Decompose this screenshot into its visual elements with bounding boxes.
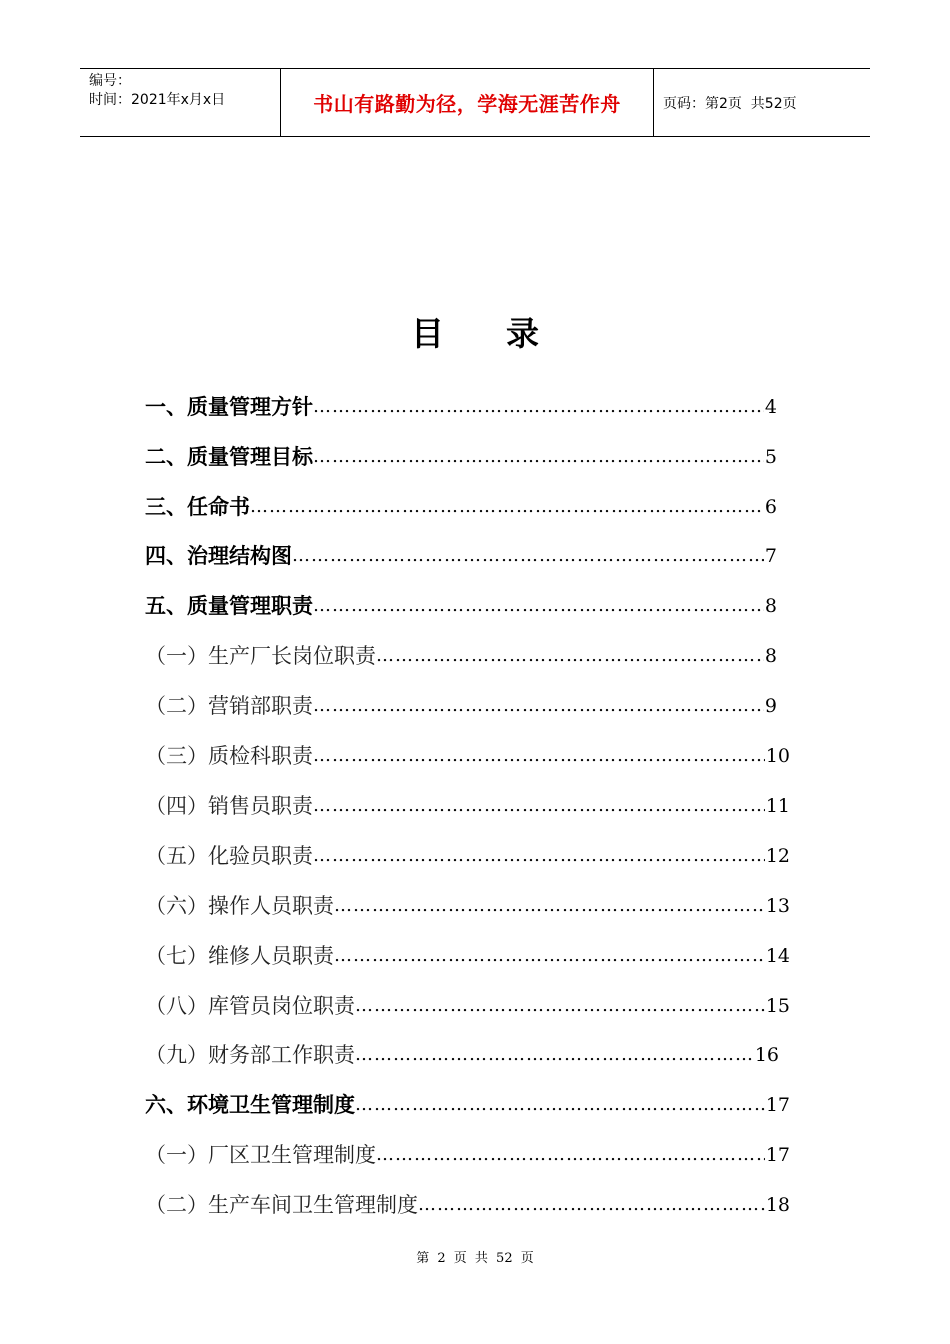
toc-entry-page: 14	[765, 945, 790, 967]
toc-entry-page: 8	[764, 595, 777, 617]
toc-entry-page: 10	[765, 745, 790, 767]
toc-entry-label: （八）库管员岗位职责	[145, 994, 355, 1018]
toc-entry-label: 五、质量管理职责	[145, 593, 313, 618]
page-title	[0, 308, 950, 355]
toc-leader-dots	[250, 490, 764, 524]
toc-entry[interactable]	[145, 939, 790, 973]
toc-leader-dots	[313, 689, 764, 723]
title-char-2: 录	[506, 314, 539, 353]
toc-entry-page: 18	[765, 1194, 790, 1216]
toc-leader-dots	[313, 789, 765, 823]
toc-entry-label: （一）生产厂长岗位职责	[145, 644, 376, 668]
title-char-1: 目	[411, 314, 444, 353]
toc-entry-label: （二）营销部职责	[145, 694, 313, 718]
toc-entry[interactable]	[145, 440, 777, 474]
toc-leader-dots	[292, 539, 764, 573]
toc-entry-page: 9	[764, 695, 777, 717]
toc-entry-page: 8	[764, 645, 777, 667]
header-motto: 书山有路勤为径，学海无涯苦作舟	[281, 69, 654, 136]
toc-leader-dots	[313, 390, 764, 424]
toc-leader-dots	[376, 639, 764, 673]
header-page-info	[654, 69, 870, 136]
toc-entry-label: （二）生产车间卫生管理制度	[145, 1193, 418, 1217]
toc-entry-page: 6	[764, 496, 777, 518]
toc-entry-label: （三）质检科职责	[145, 744, 313, 768]
toc-entry-label: （五）化验员职责	[145, 844, 313, 868]
header-page-text: 页码：第2页 共52页	[663, 95, 797, 112]
toc-entry-label: （四）销售员职责	[145, 794, 313, 818]
toc-entry-label: （六）操作人员职责	[145, 894, 334, 918]
toc-entry-page: 17	[765, 1144, 790, 1166]
toc-entry[interactable]	[145, 889, 790, 923]
toc-entry-label: 三、任命书	[145, 494, 250, 519]
page-footer: 第 2 页 共 52 页	[416, 1251, 534, 1266]
toc-entry[interactable]	[145, 1188, 790, 1222]
header-meta	[80, 69, 281, 136]
toc-leader-dots	[313, 589, 764, 623]
toc-leader-dots	[418, 1188, 765, 1222]
toc-entry[interactable]	[145, 490, 777, 524]
toc-leader-dots	[313, 440, 764, 474]
toc-entry-label: （九）财务部工作职责	[145, 1043, 355, 1067]
toc-entry-label: 四、治理结构图	[145, 543, 292, 568]
toc-entry-page: 13	[765, 895, 790, 917]
toc-entry-page: 15	[765, 995, 790, 1017]
toc-leader-dots	[355, 1088, 765, 1122]
toc-entry[interactable]	[145, 1138, 790, 1172]
toc-entry-page: 4	[764, 396, 777, 418]
toc-entry[interactable]	[145, 589, 777, 623]
toc-entry[interactable]	[145, 839, 790, 873]
toc-entry[interactable]	[145, 989, 790, 1023]
document-number-label: 编号：	[89, 73, 131, 89]
toc-entry-page: 17	[765, 1094, 790, 1116]
toc-entry[interactable]	[145, 390, 777, 424]
toc-leader-dots	[355, 989, 765, 1023]
toc-entry[interactable]	[145, 689, 777, 723]
toc-entry-page: 5	[764, 446, 777, 468]
toc-entry-page: 11	[765, 795, 790, 817]
toc-entry[interactable]	[145, 789, 790, 823]
toc-leader-dots	[313, 739, 765, 773]
toc-leader-dots	[334, 889, 765, 923]
toc-entry-label: 六、环境卫生管理制度	[145, 1092, 355, 1117]
toc-entry-page: 12	[765, 845, 790, 867]
document-time-label: 时间：2021年x月x日	[89, 92, 226, 108]
toc-entry[interactable]	[145, 639, 777, 673]
toc-entry[interactable]	[145, 1038, 779, 1072]
toc-entry[interactable]	[145, 1088, 790, 1122]
toc-leader-dots	[355, 1038, 754, 1072]
toc-entry-label: 一、质量管理方针	[145, 394, 313, 419]
toc-leader-dots	[313, 839, 765, 873]
toc-entry-page: 16	[754, 1044, 779, 1066]
toc-leader-dots	[334, 939, 765, 973]
toc-entry-page: 7	[764, 545, 777, 567]
toc-leader-dots	[376, 1138, 765, 1172]
toc-entry-label: （一）厂区卫生管理制度	[145, 1143, 376, 1167]
toc-entry-label: 二、质量管理目标	[145, 444, 313, 469]
toc-entry[interactable]	[145, 739, 790, 773]
document-header	[80, 68, 870, 137]
toc-entry-label: （七）维修人员职责	[145, 944, 334, 968]
toc-entry[interactable]	[145, 539, 777, 573]
